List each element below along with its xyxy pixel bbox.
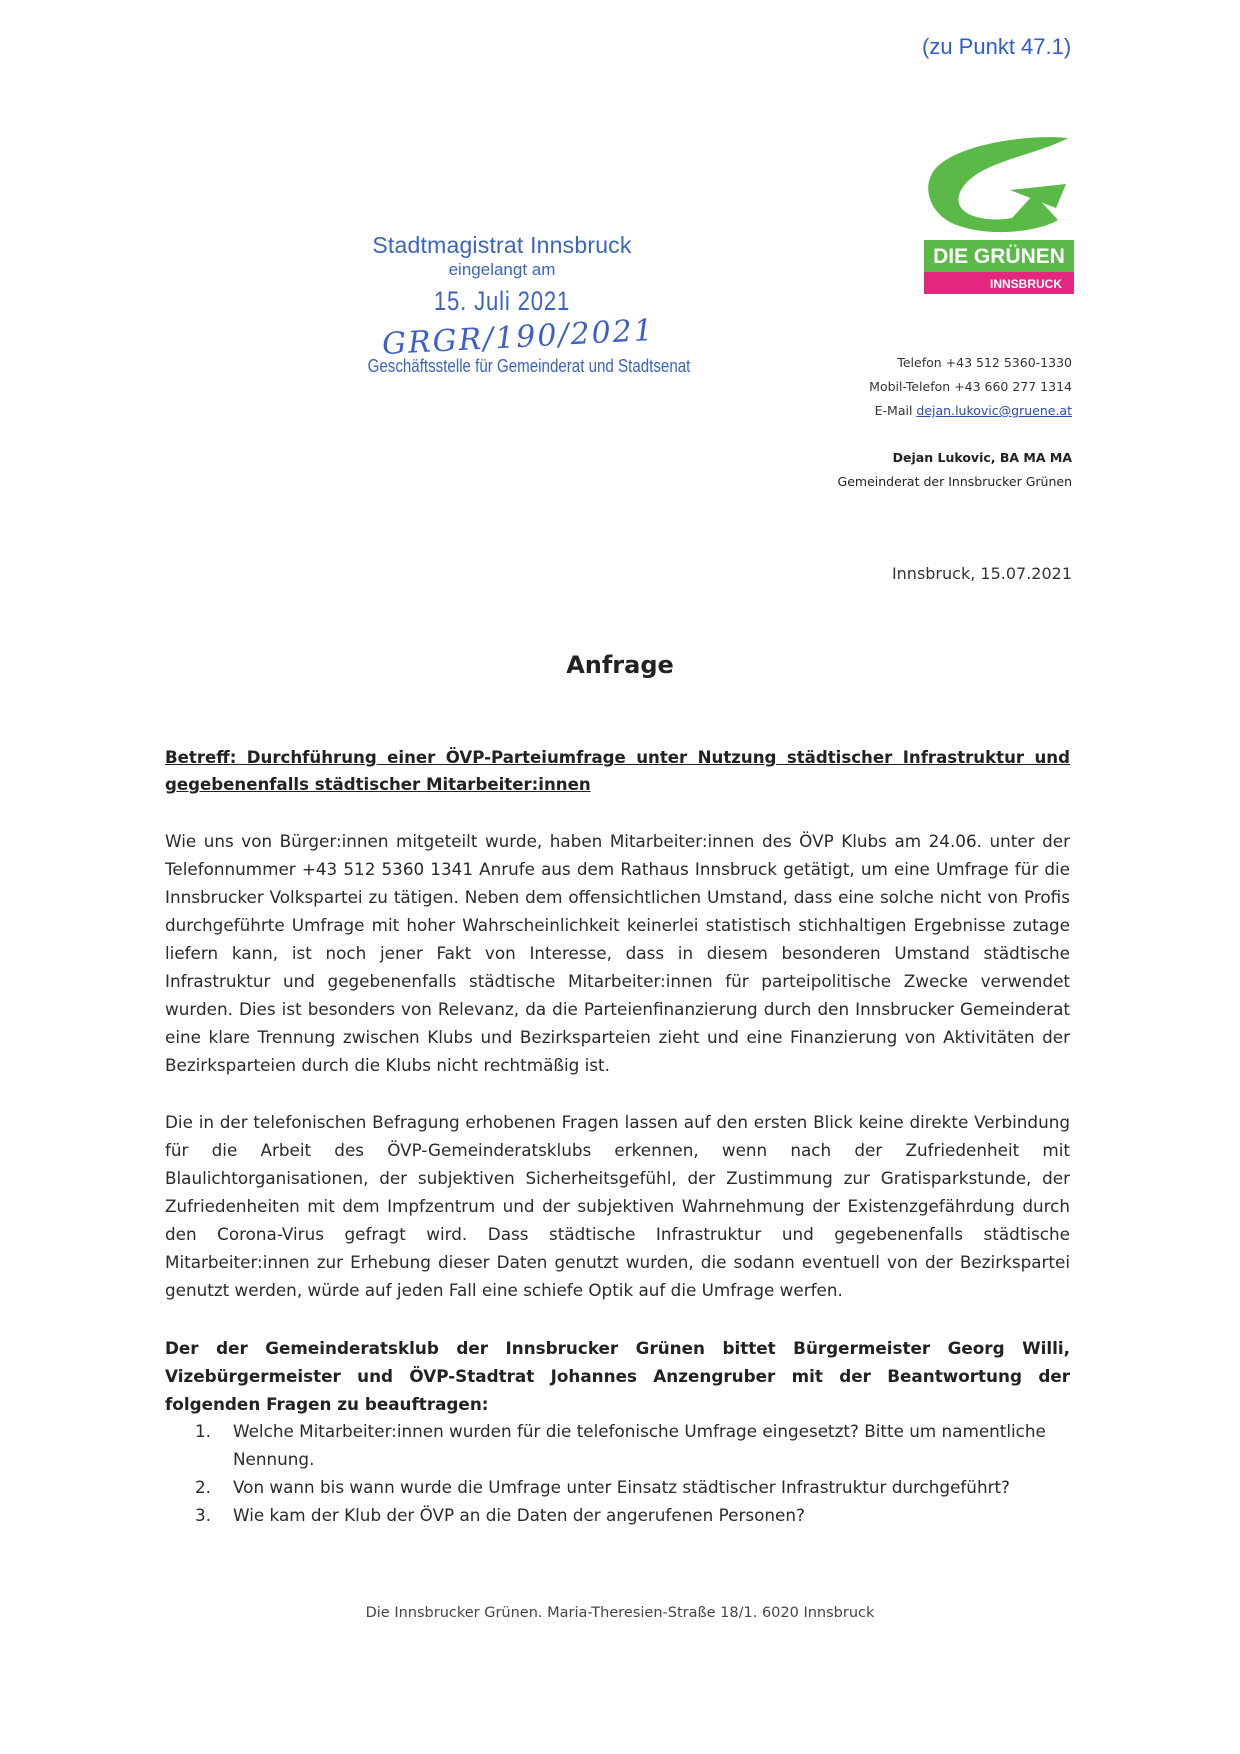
question-list	[195, 1417, 1075, 1529]
gruene-logo	[918, 134, 1078, 298]
question-number: 1.	[195, 1421, 212, 1441]
document-title: Anfrage	[566, 651, 674, 679]
mobile-phone: Mobil-Telefon +43 660 277 1314	[869, 379, 1072, 394]
subject-line: Betreff: Durchführung einer ÖVP-Parteiumfrage unter Nutzung städtischer Infrastruktur und gegebenenfalls städtischer Mitarbeiter:innen	[165, 748, 1070, 794]
question-number: 2.	[195, 1477, 212, 1497]
list-item	[195, 1417, 1075, 1473]
svg-text:DIE GRÜNEN: DIE GRÜNEN	[933, 245, 1065, 268]
list-item	[195, 1473, 1075, 1501]
body-paragraph: Die in der telefonischen Befragung erhobenen Fragen lassen auf den ersten Blick keine direkte Verbindung für die Arbeit des ÖVP-Gemeinderatsklubs erkennen, wenn nach der Zufriedenheit mit Blaulichtorganisationen, der subjektiven Sicherheitsgefühl, der Zustimmung zur Gratisparkstunde, der Zufriedenheiten mit dem Impfzentrum und der subjektiven Wahrnehmung der Existenzgefährdung durch den Corona-Virus gefragt wird. Dass städtische Infrastruktur und gegebenenfalls städtische Mitarbeiter:innen zur Erhebung dieser Daten genutzt wurden, die sodann eventuell von der Bezirkspartei genutzt werden, würde auf jeden Fall eine schiefe Optik auf die Umfrage werfen.	[165, 1112, 1070, 1300]
email-label: E-Mail	[874, 403, 917, 418]
contact-block	[869, 351, 1072, 423]
stamp-received-label: eingelangt am	[448, 260, 556, 279]
body-paragraph: Wie uns von Bürger:innen mitgeteilt wurde, haben Mitarbeiter:innen des ÖVP Klubs am 24.06. unter der Telefonnummer +43 512 5360 1341 Anrufe aus dem Rathaus Innsbruck getätigt, um eine Umfrage für die Innsbrucker Volkspartei zu tätigen. Neben dem offensichtlichen Umstand, dass eine solche nicht von Profis durchgeführte Umfrage mit hoher Wahrscheinlichkeit keinerlei statistisch stichhaltigen Ergebnisse zutage liefern kann, ist noch jener Fakt von Interesse, dass in diesem besonderen Umstand städtische Infrastruktur und gegebenenfalls städtische Mitarbeiter:innen für parteipolitische Zwecke verwendet wurden. Dies ist besonders von Relevanz, da die Parteienfinanzierung durch den Innsbrucker Gemeinderat eine klare Trennung zwischen Klubs und Bezirksparteien zieht und eine Finanzierung von Aktivitäten der Bezirksparteien durch die Klubs nicht rechtmäßig ist.	[165, 831, 1070, 1075]
svg-text:INNSBRUCK: INNSBRUCK	[990, 277, 1062, 291]
list-item	[195, 1501, 1075, 1529]
email-line	[869, 399, 1072, 423]
place-date: Innsbruck, 15.07.2021	[891, 564, 1072, 583]
sender-block	[838, 446, 1072, 494]
stamp-office: Stadtmagistrat Innsbruck	[372, 232, 632, 258]
email-link[interactable]: dejan.lukovic@gruene.at	[916, 403, 1072, 418]
handwritten-reference: GRGR/190/2021	[381, 312, 656, 363]
question-text: Welche Mitarbeiter:innen wurden für die telefonische Umfrage eingesetzt? Bitte um namentliche Nennung.	[233, 1421, 1046, 1469]
question-number: 3.	[195, 1505, 212, 1525]
received-stamp	[352, 232, 691, 376]
question-text: Von wann bis wann wurde die Umfrage unter Einsatz städtischer Infrastruktur durchgeführt?	[233, 1477, 1010, 1497]
page-footer: Die Innsbrucker Grünen. Maria-Theresien-Straße 18/1. 6020 Innsbruck	[365, 1605, 875, 1621]
sender-role: Gemeinderat der Innsbrucker Grünen	[837, 474, 1072, 489]
request-paragraph: Der der Gemeinderatsklub der Innsbrucker Grünen bittet Bürgermeister Georg Willi, Vizebürgermeister und ÖVP-Stadtrat Johannes Anzengruber mit der Beantwortung der folgenden Fragen zu beauftragen:	[165, 1338, 1070, 1414]
sender-name: Dejan Lukovic, BA MA MA	[892, 450, 1072, 465]
stamp-date: 15. Juli 2021	[433, 286, 571, 316]
phone: Telefon +43 512 5360-1330	[897, 355, 1072, 370]
question-text: Wie kam der Klub der ÖVP an die Daten der angerufenen Personen?	[233, 1505, 805, 1525]
agenda-reference: (zu Punkt 47.1)	[922, 34, 1072, 59]
stamp-department: Geschäftsstelle für Gemeinderat und Stadtsenat	[367, 356, 691, 376]
gruene-logo-icon	[918, 134, 1078, 298]
